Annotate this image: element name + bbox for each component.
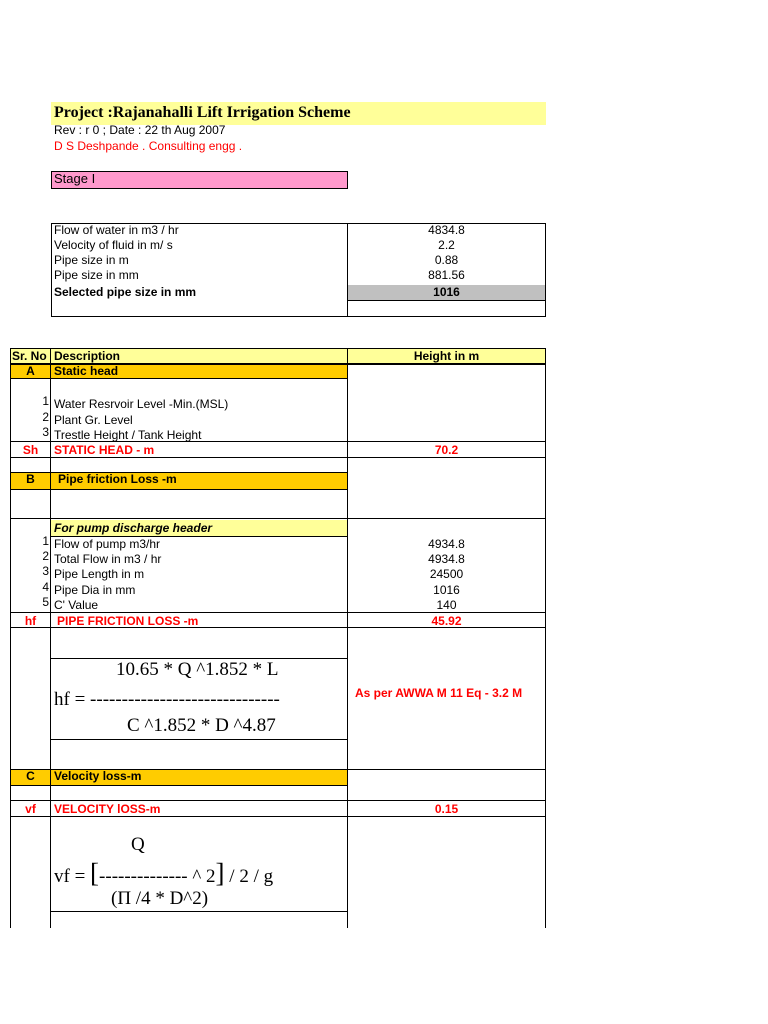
item-number: 3 xyxy=(42,564,49,578)
vf-formula-denominator: (Π /4 * D^2) xyxy=(111,888,209,909)
friction-loss-value: 45.92 xyxy=(431,614,462,628)
table-right-border xyxy=(545,348,546,928)
row-rule xyxy=(10,612,546,613)
section-a-item: Plant Gr. Level xyxy=(54,413,133,427)
table-col-divider-1 xyxy=(50,348,51,928)
section-a-item: Water Resrvoir Level -Min.(MSL) xyxy=(54,397,229,411)
hf-formula-numerator: 10.65 * Q ^1.852 * L xyxy=(116,659,279,680)
item-number: 1 xyxy=(42,534,49,548)
section-a-code: A xyxy=(26,364,35,378)
header-sr-no: Sr. No xyxy=(12,349,47,363)
vf-formula-numerator: Q xyxy=(131,834,145,855)
static-head-value: 70.2 xyxy=(434,443,459,457)
section-b-value: 4934.8 xyxy=(428,537,465,551)
section-b-code: B xyxy=(26,472,35,486)
section-a-title: Static head xyxy=(54,364,119,378)
item-number: 2 xyxy=(42,549,49,563)
stage-label: Stage I xyxy=(54,171,96,186)
row-rule xyxy=(50,739,348,740)
item-number: 2 xyxy=(42,410,49,424)
table-left-border xyxy=(10,348,11,928)
pipe-row-label: Flow of water in m3 / hr xyxy=(54,223,179,237)
pump-header-title: For pump discharge header xyxy=(54,521,213,535)
close-bracket: ] xyxy=(215,858,225,888)
row-rule xyxy=(10,518,546,519)
friction-loss-code: hf xyxy=(24,614,37,628)
vf-formula-fraction-line: -------------- ^ 2 xyxy=(99,866,216,887)
section-b-value: 4934.8 xyxy=(428,552,465,566)
pipe-row-label: Pipe size in m xyxy=(54,253,129,267)
header-description: Description xyxy=(54,349,121,363)
project-title: Project :Rajanahalli Lift Irrigation Scheme xyxy=(54,104,351,121)
section-b-value: 140 xyxy=(436,598,457,612)
pipe-row-value: 881.56 xyxy=(428,268,465,282)
velocity-loss-value: 0.15 xyxy=(434,802,459,816)
section-a-item: Trestle Height / Tank Height xyxy=(54,428,202,442)
velocity-loss-code: vf xyxy=(25,802,36,816)
pipe-row-value: 4834.8 xyxy=(428,223,465,237)
row-rule xyxy=(50,911,348,912)
hf-formula-denominator: C ^1.852 * D ^4.87 xyxy=(127,715,276,736)
row-rule xyxy=(10,800,546,801)
row-rule xyxy=(10,785,348,786)
item-number: 4 xyxy=(42,580,49,594)
friction-loss-label: PIPE FRICTION LOSS -m xyxy=(57,614,199,628)
vf-formula-line xyxy=(54,858,273,892)
consultant-name: D S Deshpande . Consulting engg . xyxy=(54,139,243,153)
section-b-item: Pipe Length in m xyxy=(54,567,145,581)
section-b-item: Pipe Dia in mm xyxy=(54,583,136,597)
section-b-item: Total Flow in m3 / hr xyxy=(54,552,162,566)
row-rule xyxy=(10,489,348,490)
section-b-item: Flow of pump m3/hr xyxy=(54,537,161,551)
item-number: 3 xyxy=(42,425,49,439)
pipe-row-value: 1016 xyxy=(433,285,460,299)
section-b-value: 1016 xyxy=(433,583,460,597)
pipe-row-label: Velocity of fluid in m/ s xyxy=(54,238,173,252)
row-rule xyxy=(10,457,546,458)
vf-formula-suffix: / 2 / g xyxy=(224,866,274,887)
table-col-divider-2 xyxy=(347,348,348,928)
row-rule xyxy=(10,816,546,817)
pipe-row-value: 2.2 xyxy=(438,238,455,252)
row-rule xyxy=(10,378,348,379)
section-c-code: C xyxy=(26,769,35,783)
section-b-item: C' Value xyxy=(54,598,99,612)
awwa-reference: As per AWWA M 11 Eq - 3.2 M xyxy=(355,686,523,700)
pipe-row-value: 0.88 xyxy=(434,253,459,267)
item-number: 5 xyxy=(42,595,49,609)
section-b-value: 24500 xyxy=(429,567,464,581)
static-head-code: Sh xyxy=(22,443,39,457)
section-c-title: Velocity loss-m xyxy=(54,769,142,783)
velocity-loss-label: VELOCITY lOSS-m xyxy=(54,802,161,816)
pipe-table-rule xyxy=(348,300,545,301)
static-head-label: STATIC HEAD - m xyxy=(54,443,155,457)
item-number: 1 xyxy=(42,394,49,408)
pipe-row-label: Selected pipe size in mm xyxy=(54,285,197,299)
vf-formula-prefix: vf = xyxy=(54,866,91,887)
section-b-title: Pipe friction Loss -m xyxy=(58,472,177,486)
open-bracket: [ xyxy=(90,858,100,888)
header-height: Height in m xyxy=(413,349,480,363)
hf-formula-line: hf = ------------------------------ xyxy=(54,689,280,710)
revision-date: Rev : r 0 ; Date : 22 th Aug 2007 xyxy=(54,123,226,137)
stage-box xyxy=(51,171,348,189)
pipe-row-label: Pipe size in mm xyxy=(54,268,139,282)
